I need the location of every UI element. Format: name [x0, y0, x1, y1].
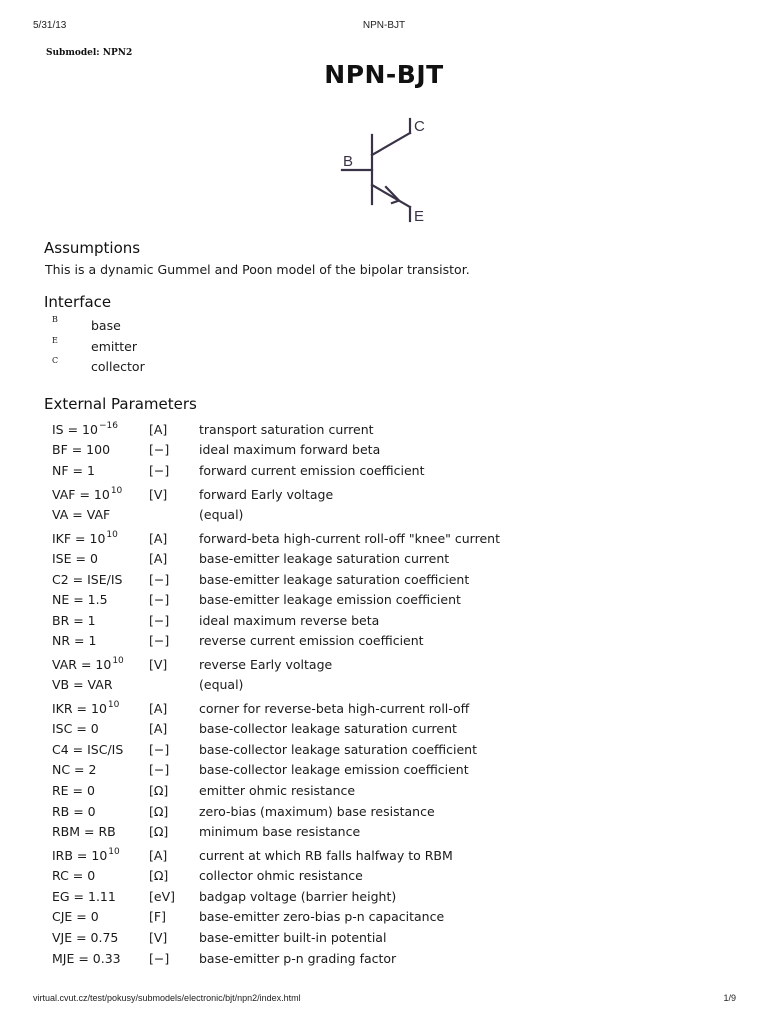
parameter-unit: [V]	[149, 486, 168, 502]
parameter-description: badgap voltage (barrier height)	[199, 888, 397, 904]
parameter-description: ideal maximum reverse beta	[199, 612, 380, 628]
parameter-unit: [Ω]	[149, 868, 169, 884]
parameter-name-text: NR = 1	[52, 633, 97, 649]
parameter-description: zero-bias (maximum) base resistance	[199, 803, 435, 819]
parameter-unit: [−]	[149, 462, 170, 478]
parameter-name	[52, 657, 124, 672]
parameter-exponent: 10	[112, 655, 124, 666]
parameter-unit: [F]	[149, 909, 166, 925]
parameter-description: base-emitter zero-bias p-n capacitance	[199, 909, 445, 925]
parameter-name-text: IS = 10	[52, 422, 98, 437]
parameter-name-text: VAF = 10	[52, 486, 110, 502]
parameter-name-text: C4 = ISC/IS	[52, 741, 124, 757]
parameter-name-text: VB = VAR	[52, 677, 113, 693]
parameter-unit: [−]	[149, 592, 170, 608]
parameter-description: (equal)	[199, 677, 244, 693]
parameter-name	[52, 677, 113, 692]
parameter-description: emitter ohmic resistance	[199, 783, 356, 799]
parameter-name	[52, 909, 99, 924]
parameter-name	[52, 824, 116, 839]
parameter-description: minimum base resistance	[199, 824, 361, 840]
parameter-description: base-emitter leakage saturation coefficient	[199, 571, 470, 587]
parameter-unit: [A]	[149, 550, 168, 566]
parameter-name-text: RE = 0	[52, 783, 95, 799]
pin-code: C	[52, 356, 59, 365]
parameter-name	[52, 848, 120, 863]
parameter-description: (equal)	[199, 506, 244, 522]
parameter-name	[52, 804, 96, 819]
parameter-unit: [−]	[149, 950, 170, 966]
parameter-name	[52, 487, 122, 502]
pin-code: E	[52, 335, 58, 345]
parameter-name-text: VJE = 0.75	[52, 930, 119, 946]
parameter-description: base-emitter leakage emission coefficient	[199, 592, 461, 608]
pin-code: B	[52, 315, 58, 324]
parameter-name	[52, 613, 96, 628]
parameter-unit: [A]	[149, 530, 168, 546]
parameter-name	[52, 783, 95, 798]
parameter-name-text: NC = 2	[52, 762, 97, 778]
parameter-name	[52, 762, 96, 777]
parameter-unit: [−]	[149, 762, 170, 778]
assumptions-text: This is a dynamic Gummel and Poon model of the bipolar transistor.	[45, 262, 470, 277]
parameter-name-text: C2 = ISE/IS	[52, 571, 123, 587]
parameter-description: collector ohmic resistance	[199, 868, 363, 884]
parameter-exponent: 10	[106, 529, 118, 540]
symbol-label-c: C	[414, 118, 425, 135]
parameter-exponent: −16	[98, 421, 118, 431]
parameter-description: forward Early voltage	[199, 486, 334, 502]
parameter-unit: [V]	[149, 656, 168, 672]
parameter-description: transport saturation current	[199, 422, 374, 437]
parameter-unit: [−]	[149, 741, 170, 757]
parameter-description: base-emitter leakage saturation current	[199, 550, 450, 566]
parameter-name-text: RC = 0	[52, 868, 96, 884]
parameter-description: current at which RB falls halfway to RBM	[199, 847, 453, 863]
parameter-description: ideal maximum forward beta	[199, 442, 381, 458]
parameter-name	[52, 742, 123, 757]
parameter-name-text: IKF = 10	[52, 530, 106, 546]
parameter-name	[52, 507, 110, 522]
parameter-name-text: VA = VAF	[52, 506, 111, 522]
parameter-name-text: IRB = 10	[52, 847, 108, 863]
page-title: NPN-BJT	[324, 60, 444, 89]
symbol-label-b: B	[343, 153, 354, 170]
page-number: 1/9	[723, 993, 736, 1003]
parameter-name	[52, 572, 122, 587]
parameter-description: base-emitter p-n grading factor	[199, 950, 397, 966]
parameter-unit: [eV]	[149, 888, 175, 904]
emitter-lead	[372, 185, 410, 207]
parameter-unit: [A]	[149, 721, 168, 737]
pin-description: base	[91, 318, 121, 333]
parameter-name	[52, 633, 96, 648]
parameter-name-text: NF = 1	[52, 462, 95, 478]
parameter-exponent: 10	[107, 699, 120, 710]
parameter-description: base-emitter built-in potential	[199, 930, 387, 946]
parameter-name-text: RB = 0	[52, 803, 96, 819]
parameter-name-text: NE = 1.5	[52, 592, 108, 608]
parameter-name-text: CJE = 0	[52, 909, 99, 925]
parameter-name	[52, 951, 121, 966]
parameter-name-text: VAR = 10	[52, 656, 112, 672]
parameter-name	[52, 930, 118, 945]
parameter-exponent: 10	[108, 846, 120, 857]
parameter-name	[52, 889, 116, 904]
external-parameters-heading: External Parameters	[44, 395, 197, 413]
pin-description: collector	[91, 359, 145, 374]
parameter-name-text: ISC = 0	[52, 721, 99, 737]
parameter-description: forward current emission coefficient	[199, 462, 425, 478]
submodel-label: Submodel: NPN2	[46, 48, 133, 58]
print-header-title: NPN-BJT	[362, 20, 406, 31]
parameter-unit: [−]	[149, 633, 170, 649]
parameter-description: reverse Early voltage	[199, 656, 333, 672]
parameter-name-text: EG = 1.11	[52, 888, 116, 904]
parameter-unit: [Ω]	[149, 824, 169, 840]
parameter-name-text: ISE = 0	[52, 550, 98, 566]
parameter-description: base-collector leakage saturation coefficient	[199, 741, 477, 757]
footer-url: virtual.cvut.cz/test/pokusy/submodels/electronic/bjt/npn2/index.html	[33, 993, 301, 1003]
parameter-name	[52, 551, 98, 566]
parameter-unit: [V]	[149, 930, 168, 946]
interface-heading: Interface	[44, 293, 112, 311]
npn-transistor-symbol	[336, 113, 436, 225]
parameter-name	[52, 442, 110, 457]
parameter-name	[52, 463, 95, 478]
parameter-name	[52, 531, 118, 546]
parameter-unit: [Ω]	[149, 803, 169, 819]
parameter-unit: [A]	[149, 422, 168, 437]
parameter-name	[52, 701, 119, 716]
parameter-description: reverse current emission coefficient	[199, 633, 424, 649]
parameter-unit: [−]	[149, 612, 170, 628]
parameter-name-text: BR = 1	[52, 612, 96, 628]
parameter-description: forward-beta high-current roll-off "knee" current	[199, 530, 500, 546]
parameter-unit: [Ω]	[149, 783, 169, 799]
assumptions-heading: Assumptions	[44, 239, 141, 257]
collector-lead	[372, 133, 410, 155]
parameter-unit: [−]	[149, 442, 170, 458]
parameter-description: corner for reverse-beta high-current roll-off	[199, 700, 470, 716]
parameter-name	[52, 422, 118, 437]
parameter-exponent: 10	[110, 485, 123, 496]
pin-description: emitter	[91, 338, 137, 354]
parameter-description: base-collector leakage emission coefficient	[199, 762, 469, 778]
parameter-description: base-collector leakage saturation current	[199, 721, 457, 737]
symbol-label-e: E	[414, 208, 425, 225]
parameter-name-text: IKR = 10	[52, 700, 107, 716]
parameter-name-text: MJE = 0.33	[52, 950, 121, 966]
parameter-name	[52, 721, 99, 736]
print-date: 5/31/13	[33, 20, 67, 31]
parameter-name	[52, 592, 108, 607]
parameter-name	[52, 868, 95, 883]
parameter-name-text: BF = 100	[52, 442, 111, 458]
parameter-unit: [A]	[149, 847, 168, 863]
parameter-unit: [−]	[149, 571, 170, 587]
parameter-name-text: RBM = RB	[52, 824, 116, 840]
parameter-unit: [A]	[149, 700, 168, 716]
